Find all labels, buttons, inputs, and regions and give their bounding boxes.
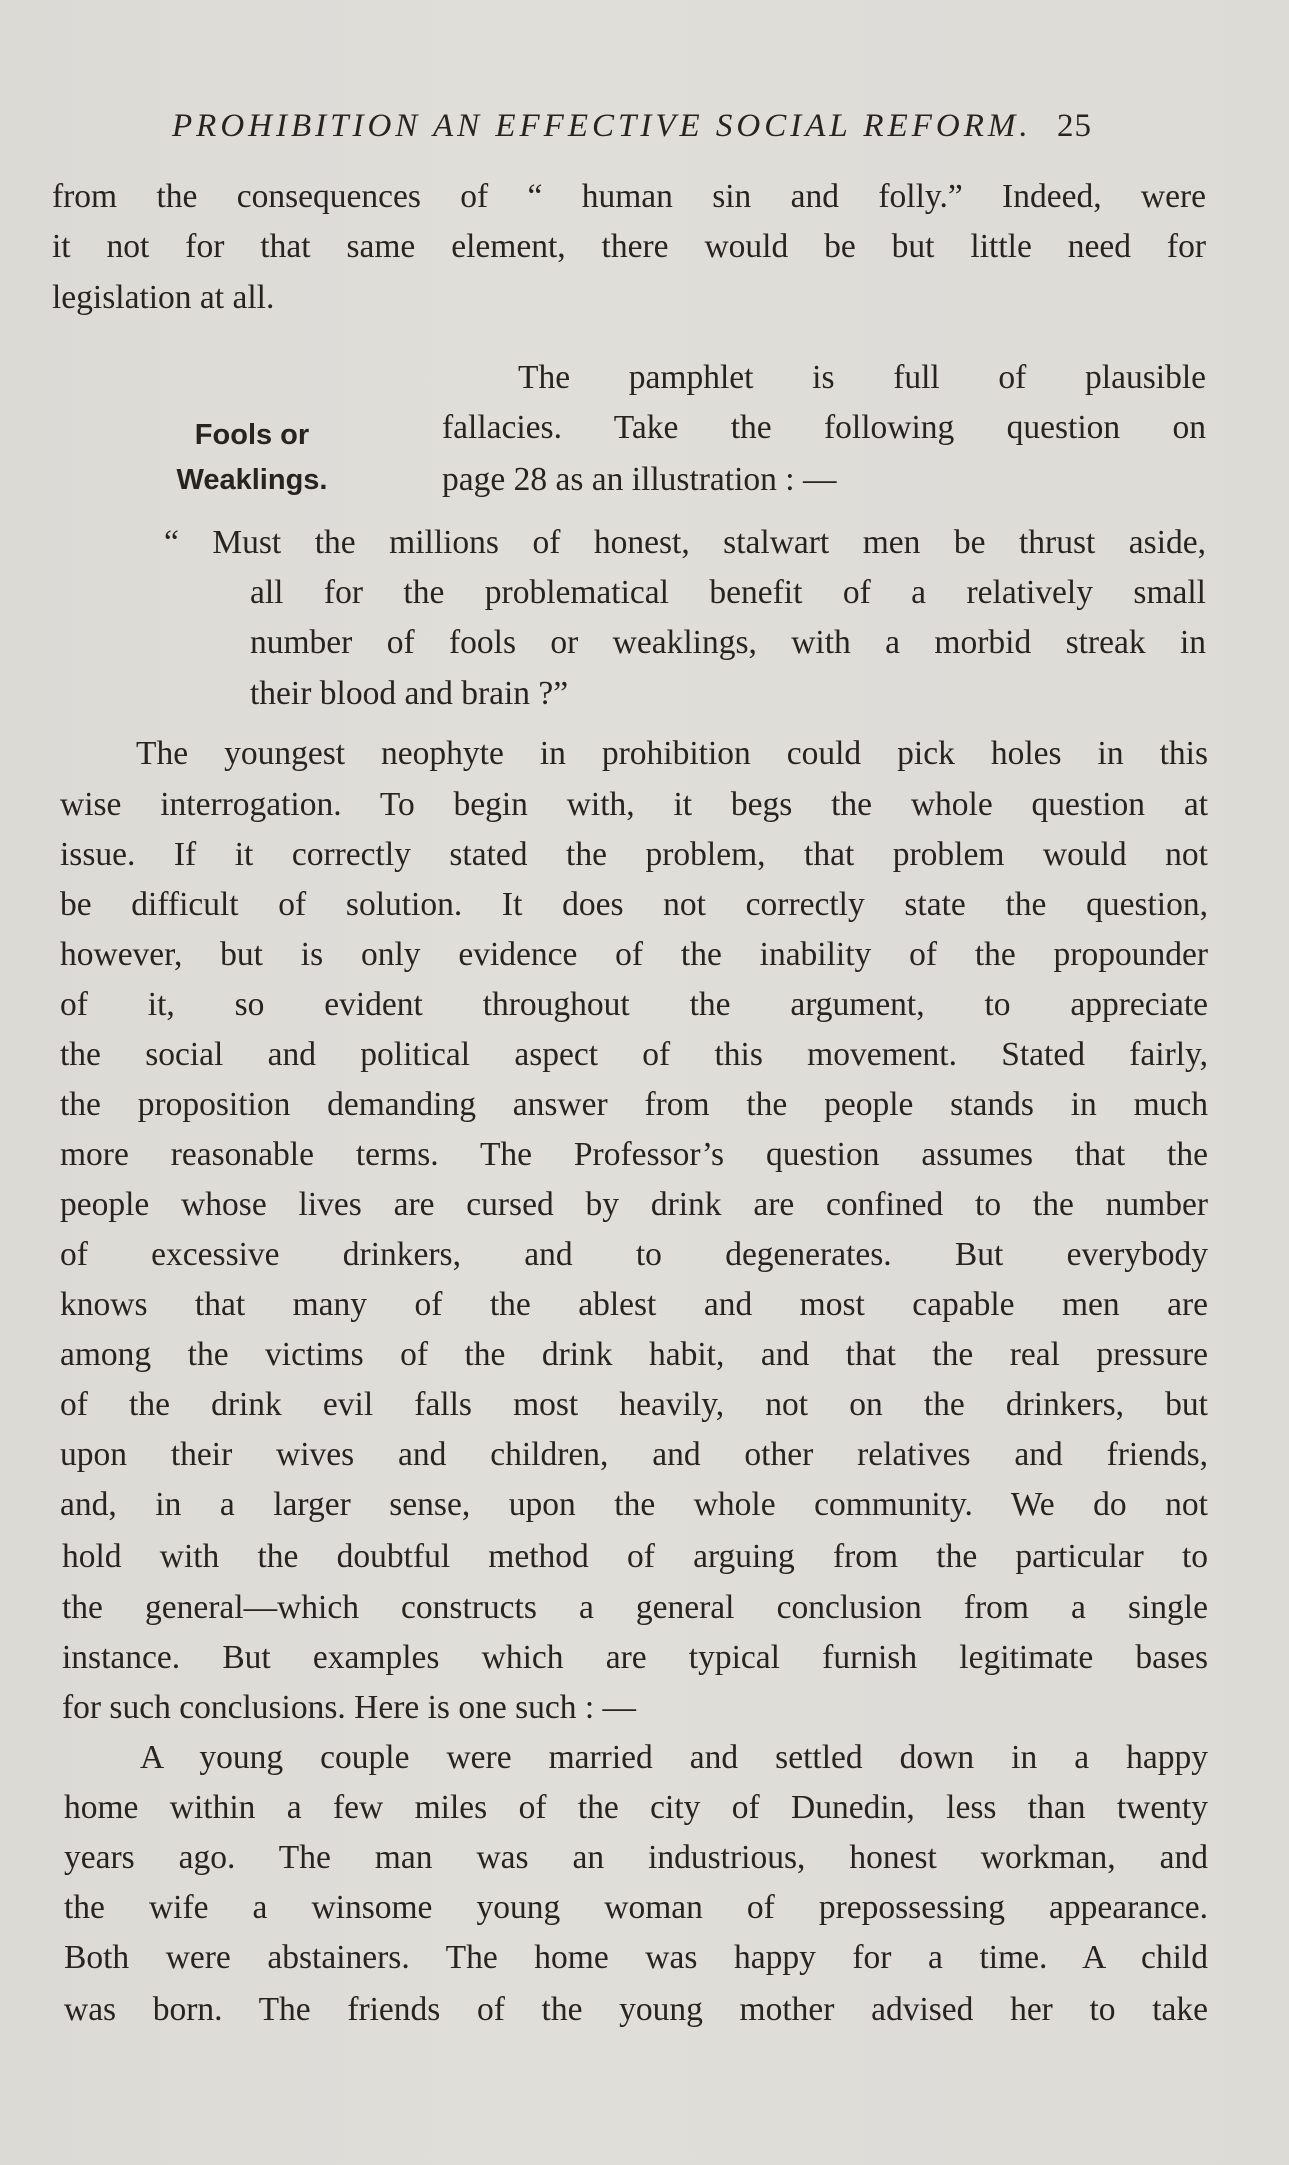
quote-line: “ Must the millions of honest, stalwart men be thrust aside, — [164, 524, 1206, 561]
text-line: among the victims of the drink habit, and that the real pressure — [60, 1336, 1208, 1373]
text-line: issue. If it correctly stated the problem, that problem would not — [60, 836, 1208, 873]
text-line: knows that many of the ablest and most capable men are — [60, 1286, 1208, 1323]
quote-line: all for the problematical benefit of a relatively small — [250, 574, 1206, 611]
text-line: from the consequences of “ human sin and folly.” Indeed, were — [52, 178, 1206, 215]
text-line: instance. But examples which are typical furnish legitimate bases — [62, 1639, 1208, 1676]
page-number: 25 — [1057, 108, 1092, 144]
text-line: for such conclusions. Here is one such : — — [62, 1689, 637, 1726]
text-line: of it, so evident throughout the argument, to appreciate — [60, 986, 1208, 1023]
sidenote-line-2: Weaklings. — [176, 464, 328, 496]
text-line: The youngest neophyte in prohibition could pick holes in this — [136, 735, 1208, 772]
quote-line: their blood and brain ?” — [250, 675, 569, 712]
text-line: The pamphlet is full of plausible — [518, 359, 1206, 396]
text-line: it not for that same element, there would be but little need for — [52, 228, 1206, 265]
text-line: years ago. The man was an industrious, honest workman, and — [64, 1839, 1208, 1876]
text-line: the proposition demanding answer from the people stands in much — [60, 1086, 1208, 1123]
text-line: legislation at all. — [52, 279, 275, 316]
text-line: of the drink evil falls most heavily, not on the drinkers, but — [60, 1386, 1208, 1423]
text-line: the wife a winsome young woman of prepossessing appearance. — [64, 1889, 1208, 1926]
running-header — [172, 108, 1092, 152]
text-line: of excessive drinkers, and to degenerates. But everybody — [60, 1236, 1208, 1273]
text-line: hold with the doubtful method of arguing from the particular to — [62, 1538, 1208, 1575]
running-title: PROHIBITION AN EFFECTIVE SOCIAL REFORM. — [172, 108, 1032, 144]
text-line: home within a few miles of the city of Dunedin, less than twenty — [64, 1789, 1208, 1826]
text-line: upon their wives and children, and other relatives and friends, — [60, 1436, 1208, 1473]
text-line: wise interrogation. To begin with, it begs the whole question at — [60, 786, 1208, 823]
text-line: A young couple were married and settled down in a happy — [140, 1739, 1208, 1776]
text-line: be difficult of solution. It does not correctly state the question, — [60, 886, 1208, 923]
text-line: the social and political aspect of this movement. Stated fairly, — [60, 1036, 1208, 1073]
sidenote-line-1: Fools or — [194, 419, 310, 451]
text-line: Both were abstainers. The home was happy for a time. A child — [64, 1939, 1208, 1976]
text-line: page 28 as an illustration : — — [442, 461, 837, 498]
text-line: was born. The friends of the young mother advised her to take — [64, 1991, 1208, 2028]
text-line: and, in a larger sense, upon the whole community. We do not — [60, 1486, 1208, 1523]
text-line: however, but is only evidence of the inability of the propounder — [60, 936, 1208, 973]
text-line: people whose lives are cursed by drink are confined to the number — [60, 1186, 1208, 1223]
quote-line: number of fools or weaklings, with a morbid streak in — [250, 624, 1206, 661]
text-line: more reasonable terms. The Professor’s question assumes that the — [60, 1136, 1208, 1173]
text-line: fallacies. Take the following question on — [442, 409, 1206, 446]
text-line: the general—which constructs a general conclusion from a single — [62, 1589, 1208, 1626]
